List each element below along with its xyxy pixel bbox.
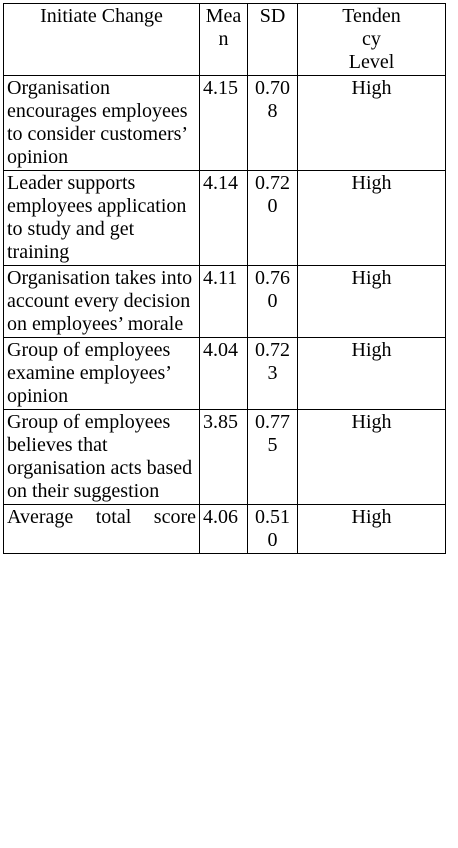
sd-cell: 0.72 0 [248, 171, 298, 266]
table-row-average [4, 505, 446, 554]
sd-cell: 0.51 0 [248, 505, 298, 554]
mean-cell: 4.11 [200, 266, 248, 338]
table-row [4, 76, 446, 171]
item-cell: Organisation encourages employees to consider customers’ opinion [4, 76, 200, 171]
average-total-score-label: Average total score [4, 505, 200, 554]
column-header-tendency-level: Tenden cy Level [298, 4, 446, 76]
item-cell: Organisation takes into account every decision on employees’ morale [4, 266, 200, 338]
results-table [3, 3, 446, 554]
mean-cell: 4.04 [200, 338, 248, 410]
tendency-level-cell: High [298, 266, 446, 338]
mean-cell: 4.06 [200, 505, 248, 554]
sd-cell: 0.77 5 [248, 410, 298, 505]
tendency-level-cell: High [298, 76, 446, 171]
table-row [4, 171, 446, 266]
column-header-initiate-change: Initiate Change [4, 4, 200, 76]
mean-cell: 3.85 [200, 410, 248, 505]
tendency-level-cell: High [298, 410, 446, 505]
item-cell: Group of employees examine employees’ opinion [4, 338, 200, 410]
sd-cell: 0.72 3 [248, 338, 298, 410]
column-header-mean: Mea n [200, 4, 248, 76]
header-row [4, 4, 446, 76]
tendency-level-cell: High [298, 505, 446, 554]
table-row [4, 338, 446, 410]
mean-cell: 4.15 [200, 76, 248, 171]
mean-cell: 4.14 [200, 171, 248, 266]
sd-cell: 0.76 0 [248, 266, 298, 338]
table-row [4, 266, 446, 338]
item-cell: Leader supports employees application to study and get training [4, 171, 200, 266]
tendency-level-cell: High [298, 338, 446, 410]
item-cell: Group of employees believes that organisation acts based on their suggestion [4, 410, 200, 505]
table-row [4, 410, 446, 505]
column-header-sd: SD [248, 4, 298, 76]
tendency-level-cell: High [298, 171, 446, 266]
sd-cell: 0.70 8 [248, 76, 298, 171]
